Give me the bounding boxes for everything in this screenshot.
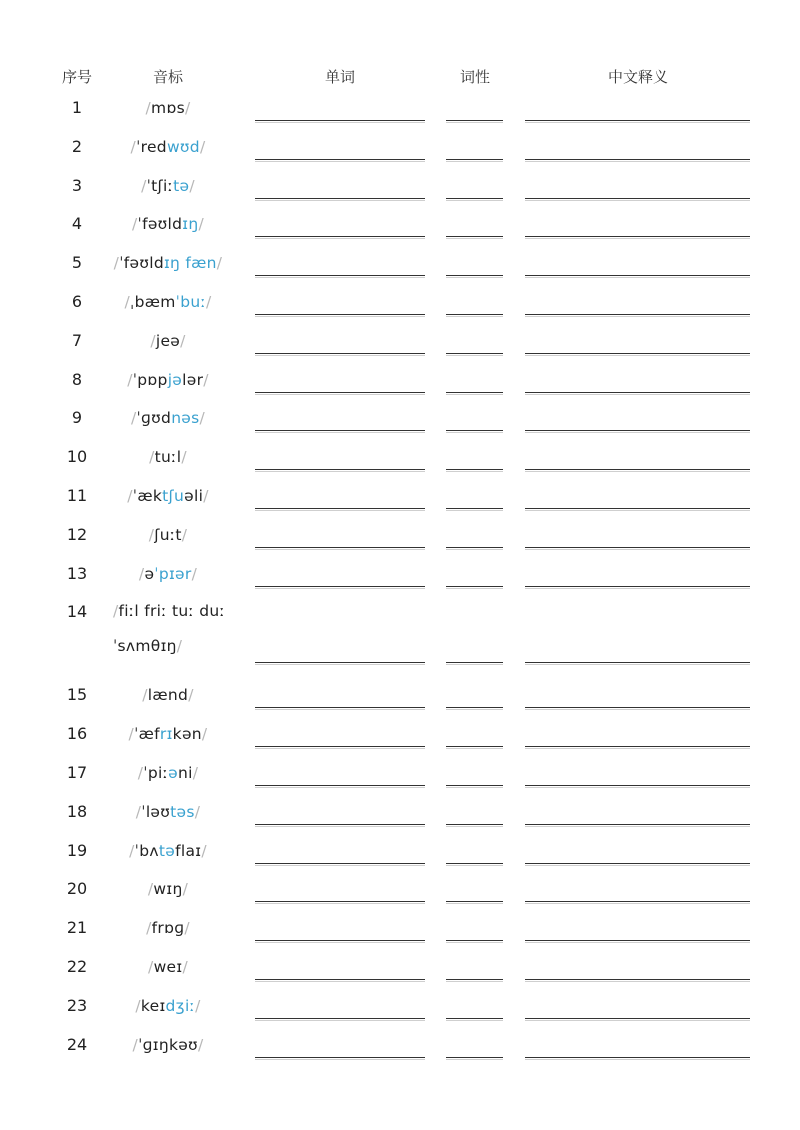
phonetic-segment: ˈred <box>136 137 167 156</box>
phonetic-segment: ˈɡɪŋkəʊ <box>138 1035 198 1054</box>
highlighted-syllable: tʃu <box>162 487 185 505</box>
word-answer-line[interactable] <box>255 120 425 123</box>
row-number: 21 <box>66 918 88 938</box>
row-number: 13 <box>66 563 88 583</box>
row-number: 16 <box>66 724 88 744</box>
highlighted-syllable: ɪŋ <box>182 215 199 234</box>
meaning-answer-line[interactable] <box>525 392 750 395</box>
row-number: 9 <box>71 408 83 428</box>
slash-mark: / <box>216 254 223 273</box>
phonetic-transcription <box>114 253 223 273</box>
slash-mark: / <box>128 725 135 744</box>
header-number: 序号 <box>61 68 93 86</box>
meaning-answer-line[interactable] <box>525 1057 750 1060</box>
highlighted-syllable: tə <box>173 176 190 195</box>
slash-mark: / <box>124 293 131 311</box>
phonetic-transcription <box>139 564 197 584</box>
slash-mark: / <box>180 331 186 350</box>
word-answer-line[interactable] <box>255 353 425 356</box>
word-answer-line[interactable] <box>255 785 425 788</box>
slash-mark: / <box>148 525 155 544</box>
slash-mark: / <box>189 176 195 195</box>
slash-mark: / <box>131 215 138 234</box>
meaning-answer-line[interactable] <box>525 863 750 866</box>
slash-mark: / <box>199 409 206 428</box>
part-of-speech-answer-line[interactable] <box>446 824 503 827</box>
phonetic-transcription <box>149 525 188 545</box>
phonetic-segment: weɪ <box>153 958 183 976</box>
slash-mark: / <box>199 137 206 156</box>
row-number: 3 <box>71 175 83 195</box>
meaning-answer-line[interactable] <box>525 824 750 827</box>
word-answer-line[interactable] <box>255 314 425 317</box>
highlighted-syllable: ˈpɪər <box>154 564 192 583</box>
phonetic-segment: fiːl friː tuː duː ˈsʌmθɪŋ <box>113 602 226 656</box>
row-number: 1 <box>71 98 83 117</box>
row-number: 7 <box>71 330 83 350</box>
highlighted-syllable: nəs <box>171 409 200 428</box>
phonetic-transcription <box>146 918 190 938</box>
phonetic-segment: ə <box>144 564 155 583</box>
phonetic-segment: ˈpɒp <box>132 370 168 389</box>
highlighted-syllable: tə <box>158 841 176 860</box>
word-answer-line[interactable] <box>255 901 425 904</box>
slash-mark: / <box>192 764 199 782</box>
part-of-speech-answer-line[interactable] <box>446 547 503 550</box>
word-answer-line[interactable] <box>255 824 425 827</box>
word-answer-line[interactable] <box>255 1057 425 1060</box>
word-answer-line[interactable] <box>255 159 425 162</box>
slash-mark: / <box>113 254 120 273</box>
header-phonetic: 音标 <box>152 68 184 86</box>
slash-mark: / <box>142 686 148 705</box>
highlighted-syllable: ə <box>168 764 178 782</box>
meaning-answer-line[interactable] <box>525 430 750 433</box>
meaning-answer-line[interactable] <box>525 785 750 788</box>
phonetic-transcription <box>131 408 205 428</box>
part-of-speech-answer-line[interactable] <box>446 159 503 162</box>
row-number: 6 <box>71 292 83 311</box>
phonetic-transcription <box>148 957 188 977</box>
slash-mark: / <box>145 99 152 117</box>
word-answer-line[interactable] <box>255 1018 425 1021</box>
row-number: 4 <box>71 214 83 234</box>
slash-mark: / <box>147 880 154 899</box>
row-number: 20 <box>66 879 88 899</box>
slash-mark: / <box>132 1035 139 1054</box>
phonetic-segment: ˈfəʊld <box>137 215 183 234</box>
meaning-answer-line[interactable] <box>525 469 750 472</box>
slash-mark: / <box>205 293 212 311</box>
phonetic-segment: ˈfəʊld <box>119 254 164 273</box>
part-of-speech-answer-line[interactable] <box>446 707 503 710</box>
phonetic-transcription <box>141 176 195 196</box>
part-of-speech-answer-line[interactable] <box>446 469 503 472</box>
row-number: 22 <box>66 957 88 976</box>
phonetic-transcription <box>135 996 200 1016</box>
word-answer-line[interactable] <box>255 863 425 866</box>
slash-mark: / <box>195 996 201 1015</box>
phonetic-segment: ˈbʌ <box>134 841 159 860</box>
header-chinese-meaning: 中文释义 <box>607 68 669 86</box>
phonetic-segment: lænd <box>147 686 189 705</box>
phonetic-segment: ˈæk <box>132 487 163 505</box>
slash-mark: / <box>201 725 208 744</box>
meaning-answer-line[interactable] <box>525 120 750 123</box>
phonetic-segment: kən <box>172 725 202 744</box>
phonetic-segment: jeə <box>155 331 181 350</box>
slash-mark: / <box>176 637 183 656</box>
row-number: 15 <box>66 685 88 705</box>
word-answer-line[interactable] <box>255 707 425 710</box>
slash-mark: / <box>113 602 119 621</box>
part-of-speech-answer-line[interactable] <box>446 1018 503 1021</box>
meaning-answer-line[interactable] <box>525 746 750 749</box>
word-answer-line[interactable] <box>255 508 425 511</box>
slash-mark: / <box>191 564 198 583</box>
part-of-speech-answer-line[interactable] <box>446 940 503 943</box>
slash-mark: / <box>197 1035 204 1054</box>
phonetic-segment: ˌbæm <box>130 293 176 311</box>
phonetic-segment: ˈləʊ <box>141 802 171 821</box>
part-of-speech-answer-line[interactable] <box>446 785 503 788</box>
meaning-answer-line[interactable] <box>525 940 750 943</box>
meaning-answer-line[interactable] <box>525 1018 750 1021</box>
word-answer-line[interactable] <box>255 586 425 589</box>
part-of-speech-answer-line[interactable] <box>446 508 503 511</box>
part-of-speech-answer-line[interactable] <box>446 198 503 201</box>
slash-mark: / <box>129 841 135 860</box>
meaning-answer-line[interactable] <box>525 586 750 589</box>
slash-mark: / <box>130 137 137 156</box>
word-answer-line[interactable] <box>255 430 425 433</box>
meaning-answer-line[interactable] <box>525 275 750 278</box>
part-of-speech-answer-line[interactable] <box>446 746 503 749</box>
word-answer-line[interactable] <box>255 198 425 201</box>
part-of-speech-answer-line[interactable] <box>446 314 503 317</box>
row-number: 17 <box>66 763 88 782</box>
part-of-speech-answer-line[interactable] <box>446 430 503 433</box>
phonetic-transcription <box>149 447 187 467</box>
word-answer-line[interactable] <box>255 979 425 982</box>
meaning-answer-line[interactable] <box>525 198 750 201</box>
slash-mark: / <box>203 370 209 389</box>
part-of-speech-answer-line[interactable] <box>446 979 503 982</box>
table-header <box>0 66 800 86</box>
slash-mark: / <box>137 764 144 782</box>
part-of-speech-answer-line[interactable] <box>446 901 503 904</box>
phonetic-transcription <box>129 724 208 744</box>
slash-mark: / <box>148 958 154 976</box>
phonetic-segment: mɒs <box>151 99 185 117</box>
meaning-answer-line[interactable] <box>525 159 750 162</box>
phonetic-segment: ˈæf <box>134 725 160 744</box>
slash-mark: / <box>138 564 145 583</box>
phonetic-segment: ʃuːt <box>154 525 182 544</box>
part-of-speech-answer-line[interactable] <box>446 1057 503 1060</box>
phonetic-segment: ni <box>177 764 193 782</box>
row-number: 14 <box>66 602 88 622</box>
part-of-speech-answer-line[interactable] <box>446 236 503 239</box>
slash-mark: / <box>182 958 188 976</box>
meaning-answer-line[interactable] <box>525 236 750 239</box>
slash-mark: / <box>203 487 209 505</box>
phonetic-transcription <box>127 370 209 390</box>
meaning-answer-line[interactable] <box>525 314 750 317</box>
meaning-answer-line[interactable] <box>525 508 750 511</box>
phonetic-segment: frɒɡ <box>151 919 185 938</box>
phonetic-transcription <box>129 841 207 861</box>
phonetic-segment: ˈpiː <box>143 764 169 782</box>
phonetic-segment: wɪŋ <box>153 880 183 899</box>
meaning-answer-line[interactable] <box>525 353 750 356</box>
word-answer-line[interactable] <box>255 392 425 395</box>
part-of-speech-answer-line[interactable] <box>446 392 503 395</box>
slash-mark: / <box>135 996 141 1015</box>
header-word: 单词 <box>324 68 356 86</box>
phonetic-transcription <box>124 292 211 312</box>
phonetic-transcription <box>150 331 185 351</box>
part-of-speech-answer-line[interactable] <box>446 586 503 589</box>
phonetic-transcription <box>127 486 209 506</box>
slash-mark: / <box>194 802 201 821</box>
phonetic-transcription <box>132 214 204 234</box>
slash-mark: / <box>127 487 133 505</box>
meaning-answer-line[interactable] <box>525 707 750 710</box>
part-of-speech-answer-line[interactable] <box>446 863 503 866</box>
word-answer-line[interactable] <box>255 547 425 550</box>
slash-mark: / <box>149 448 155 467</box>
slash-mark: / <box>201 841 207 860</box>
slash-mark: / <box>182 880 189 899</box>
phonetic-segment: əli <box>184 487 204 505</box>
phonetic-transcription <box>146 98 191 118</box>
phonetic-segment: lər <box>182 370 204 389</box>
highlighted-syllable: ɪŋ fæn <box>163 254 217 273</box>
phonetic-segment: ˈɡʊd <box>136 409 172 428</box>
meaning-answer-line[interactable] <box>525 662 750 665</box>
meaning-answer-line[interactable] <box>525 979 750 982</box>
word-answer-line[interactable] <box>255 275 425 278</box>
row-number: 8 <box>71 369 83 389</box>
slash-mark: / <box>146 919 152 938</box>
highlighted-syllable: ˈbuː <box>175 293 206 311</box>
row-number: 2 <box>71 136 83 156</box>
header-part-of-speech: 词性 <box>459 68 491 86</box>
row-number: 24 <box>66 1034 88 1054</box>
row-number: 23 <box>66 995 88 1015</box>
phonetic-segment: tuːl <box>154 448 182 467</box>
phonetic-transcription <box>131 137 206 157</box>
word-answer-line[interactable] <box>255 469 425 472</box>
highlighted-syllable: rɪ <box>159 725 173 744</box>
row-number: 12 <box>66 524 88 544</box>
highlighted-syllable: dʒiː <box>165 996 196 1015</box>
slash-mark: / <box>141 176 147 195</box>
word-answer-line[interactable] <box>255 746 425 749</box>
phonetic-transcription <box>136 802 201 822</box>
phonetic-transcription <box>133 1035 204 1055</box>
part-of-speech-answer-line[interactable] <box>446 353 503 356</box>
part-of-speech-answer-line[interactable] <box>446 120 503 123</box>
phonetic-transcription <box>138 763 198 783</box>
highlighted-syllable: jə <box>167 370 183 389</box>
slash-mark: / <box>181 448 187 467</box>
phonetic-transcription <box>113 594 253 664</box>
part-of-speech-answer-line[interactable] <box>446 275 503 278</box>
phonetic-transcription <box>148 879 188 899</box>
word-answer-line[interactable] <box>255 236 425 239</box>
phonetic-transcription <box>142 685 193 705</box>
slash-mark: / <box>188 686 194 705</box>
phonetic-segment: keɪ <box>140 996 166 1015</box>
slash-mark: / <box>127 370 133 389</box>
highlighted-syllable: wʊd <box>166 137 200 156</box>
row-number: 10 <box>66 447 88 467</box>
slash-mark: / <box>135 802 142 821</box>
slash-mark: / <box>198 215 205 234</box>
slash-mark: / <box>150 331 156 350</box>
row-number: 18 <box>66 801 88 821</box>
meaning-answer-line[interactable] <box>525 547 750 550</box>
row-number: 11 <box>66 486 88 505</box>
highlighted-syllable: təs <box>170 802 195 821</box>
row-number: 5 <box>71 253 83 273</box>
part-of-speech-answer-line[interactable] <box>446 662 503 665</box>
phonetic-segment: flaɪ <box>175 841 202 860</box>
slash-mark: / <box>181 525 188 544</box>
word-answer-line[interactable] <box>255 662 425 665</box>
word-answer-line[interactable] <box>255 940 425 943</box>
phonetic-segment: ˈtʃiː <box>146 176 174 195</box>
slash-mark: / <box>184 99 191 117</box>
slash-mark: / <box>184 919 190 938</box>
slash-mark: / <box>130 409 137 428</box>
row-number: 19 <box>66 840 88 860</box>
meaning-answer-line[interactable] <box>525 901 750 904</box>
